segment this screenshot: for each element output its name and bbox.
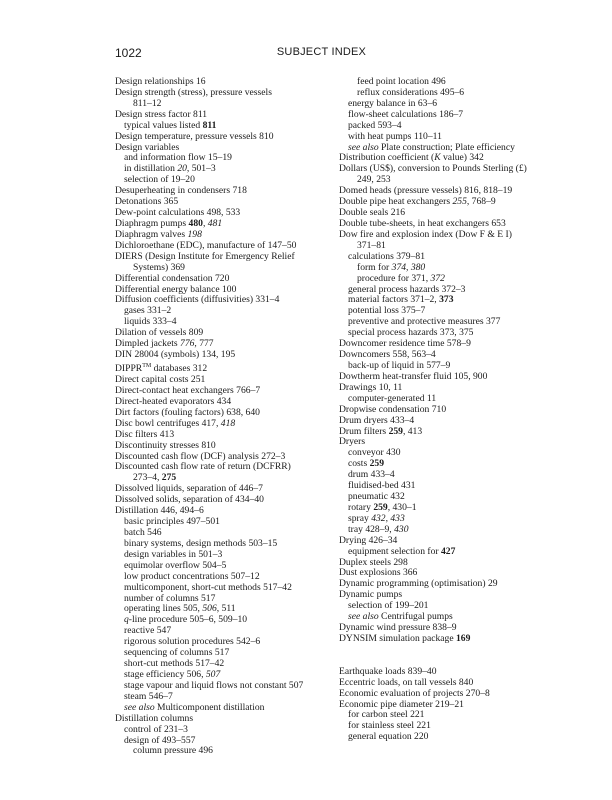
index-text: , 430–1 bbox=[387, 501, 417, 513]
index-text: Discontinuity stresses 810 bbox=[115, 439, 216, 451]
index-text: pneumatic 432 bbox=[348, 491, 405, 503]
index-text: 506 bbox=[202, 603, 217, 615]
index-text: flow-sheet calculations 186–7 bbox=[348, 108, 464, 120]
index-text: 371–81 bbox=[357, 239, 386, 251]
index-text: Drum filters bbox=[339, 425, 389, 437]
index-text: , 768–9 bbox=[466, 196, 496, 208]
index-text: 480 bbox=[188, 217, 203, 229]
index-text: 507 bbox=[205, 668, 221, 680]
page-header bbox=[115, 46, 528, 60]
index-text: Dowtherm heat-transfer fluid 105, 900 bbox=[339, 370, 488, 382]
index-text: tray 428–9, bbox=[348, 523, 395, 535]
index-text: number of columns 517 bbox=[124, 592, 216, 604]
index-text: Dilation of vessels 809 bbox=[115, 327, 204, 339]
index-text: 811 bbox=[202, 119, 217, 131]
index-text: Diaphragm pumps bbox=[115, 217, 189, 229]
page-number: 1022 bbox=[115, 46, 142, 60]
index-text: selection of 199–201 bbox=[348, 600, 429, 612]
index-text: Economic pipe diameter 219–21 bbox=[339, 698, 464, 710]
index-text: Dichloroethane (EDC), manufacture of 147–50 bbox=[115, 239, 297, 251]
index-text: basic principles 497–501 bbox=[124, 516, 220, 528]
index-text: Design stress factor 811 bbox=[115, 108, 208, 120]
index-text: DIN 28004 (symbols) 134, 195 bbox=[115, 349, 236, 361]
index-gap bbox=[339, 645, 549, 656]
index-text: Differential condensation 720 bbox=[115, 272, 230, 284]
index-text: Design relationships 16 bbox=[115, 76, 206, 87]
index-text: 273–4, bbox=[133, 472, 162, 484]
index-text: Domed heads (pressure vessels) 816, 818–19 bbox=[339, 185, 513, 197]
index-text: design variables in 501–3 bbox=[124, 548, 223, 560]
index-entry bbox=[339, 427, 549, 438]
index-text: costs bbox=[348, 458, 370, 470]
index-text: conveyor 430 bbox=[348, 447, 401, 459]
index-text: Dynamic programming (optimisation) 29 bbox=[339, 578, 498, 590]
index-text: energy balance in 63–6 bbox=[348, 97, 438, 109]
index-text: binary systems, design methods 503–15 bbox=[124, 537, 278, 549]
index-text: fluidised-bed 431 bbox=[348, 480, 416, 492]
index-text: Systems) 369 bbox=[133, 261, 185, 273]
index-text: general equation 220 bbox=[348, 731, 429, 743]
index-text: Discounted cash flow (DCF) analysis 272–3 bbox=[115, 450, 286, 462]
index-text: spray bbox=[348, 512, 372, 524]
index-text: Design variables bbox=[115, 141, 180, 153]
index-text: Dropwise condensation 710 bbox=[339, 403, 447, 415]
index-entry bbox=[339, 634, 549, 645]
index-text: control of 231–3 bbox=[124, 723, 188, 735]
index-text: selection of 19–20 bbox=[124, 174, 195, 186]
index-text: 418 bbox=[220, 417, 236, 429]
index-text: 255 bbox=[452, 196, 467, 208]
index-text: DIPPR bbox=[115, 363, 143, 375]
index-text: liquids 333–4 bbox=[124, 316, 177, 328]
index-text: Dew-point calculations 498, 533 bbox=[115, 207, 241, 219]
index-text: Dollars (US$), conversion to Pounds Sterling (£) bbox=[339, 163, 527, 175]
index-text: , 501–3 bbox=[186, 163, 216, 175]
index-text: DYNSIM simulation package bbox=[339, 633, 456, 645]
index-text: Drying 426–34 bbox=[339, 534, 398, 546]
index-text: Dissolved solids, separation of 434–40 bbox=[115, 494, 264, 506]
index-text: form for bbox=[357, 261, 392, 273]
index-text: see also bbox=[348, 141, 379, 153]
index-text: equipment selection for bbox=[348, 545, 441, 557]
index-text: Diffusion coefficients (diffusivities) 331–4 bbox=[115, 294, 280, 306]
index-text: Double tube-sheets, in heat exchangers 653 bbox=[339, 217, 506, 229]
index-text: typical values listed bbox=[124, 119, 203, 131]
index-text: steam 546–7 bbox=[124, 690, 173, 702]
index-text: 259 bbox=[373, 501, 388, 513]
index-text: TM bbox=[142, 362, 152, 369]
index-text: 169 bbox=[455, 633, 471, 645]
index-text: K bbox=[434, 152, 441, 164]
index-text: rigorous solution procedures 542–6 bbox=[124, 636, 261, 648]
index-text: Double pipe heat exchangers bbox=[339, 196, 453, 208]
index-text: 776 bbox=[180, 338, 195, 350]
index-text: Dryers bbox=[339, 436, 366, 448]
index-text: 374, 380 bbox=[391, 261, 426, 273]
index-text: Direct-contact heat exchangers 766–7 bbox=[115, 385, 261, 396]
index-text: back-up of liquid in 577–9 bbox=[348, 359, 451, 371]
index-text: Dow fire and explosion index (Dow F & E I) bbox=[339, 228, 512, 240]
index-text: DIERS (Design Institute for Emergency Relief bbox=[115, 250, 295, 262]
index-text: Dissolved liquids, separation of 446–7 bbox=[115, 483, 263, 495]
index-text: packed 593–4 bbox=[348, 119, 402, 131]
index-text: with heat pumps 110–11 bbox=[348, 130, 442, 142]
index-text: procedure for 371, bbox=[357, 272, 431, 284]
index-text: equimolar overflow 504–5 bbox=[124, 559, 227, 571]
index-text: for carbon steel 221 bbox=[348, 709, 425, 721]
index-text: Dynamic wind pressure 838–9 bbox=[339, 622, 457, 634]
index-text: Design temperature, pressure vessels 810 bbox=[115, 130, 274, 142]
index-text: 427 bbox=[440, 545, 456, 557]
index-text: reactive 547 bbox=[124, 625, 172, 637]
index-text: general process hazards 372–3 bbox=[348, 283, 466, 295]
running-head: SUBJECT INDEX bbox=[276, 46, 367, 58]
index-text: Detonations 365 bbox=[115, 196, 179, 208]
index-text: reflux considerations 495–6 bbox=[357, 86, 465, 98]
index-text: 481 bbox=[207, 217, 223, 229]
index-text: Direct capital costs 251 bbox=[115, 374, 206, 386]
index-column-left bbox=[115, 77, 325, 757]
index-text: Earthquake loads 839–40 bbox=[339, 665, 437, 677]
index-text: Dirt factors (fouling factors) 638, 640 bbox=[115, 406, 260, 418]
index-text: preventive and protective measures 377 bbox=[348, 316, 501, 328]
index-text: special process hazards 373, 375 bbox=[348, 327, 474, 339]
index-text: batch 546 bbox=[124, 526, 162, 538]
index-text: 259 bbox=[369, 458, 384, 470]
index-text: Drawings 10, 11 bbox=[339, 381, 403, 393]
index-text: for stainless steel 221 bbox=[348, 720, 431, 732]
index-text: Disc bowl centrifuges 417, bbox=[115, 417, 221, 429]
index-text: Downcomers 558, 563–4 bbox=[339, 349, 436, 361]
index-text: Dust explosions 366 bbox=[339, 567, 418, 579]
index-text: stage efficiency 506, bbox=[124, 668, 206, 680]
index-text: Downcomer residence time 578–9 bbox=[339, 338, 471, 350]
index-text: Plate construction; Plate efficiency bbox=[378, 141, 515, 153]
index-text: q bbox=[124, 614, 129, 626]
index-text: see also bbox=[348, 611, 379, 623]
index-text: databases 312 bbox=[151, 363, 208, 375]
index-text: sequencing of columns 517 bbox=[124, 647, 230, 659]
index-text: Dimpled jackets bbox=[115, 338, 181, 350]
index-text: Discounted cash flow rate of return (DCFRR) bbox=[115, 461, 291, 473]
index-text: Distribution coefficient ( bbox=[339, 152, 435, 164]
index-column-right bbox=[339, 77, 549, 743]
index-text: potential loss 375–7 bbox=[348, 305, 426, 317]
index-text: Distillation columns bbox=[115, 712, 194, 724]
index-text: calculations 379–81 bbox=[348, 250, 425, 262]
index-text: Centrifugal pumps bbox=[378, 611, 453, 623]
index-text: column pressure 496 bbox=[133, 745, 213, 757]
index-text: material factors 371–2, bbox=[348, 294, 440, 306]
index-text: 20 bbox=[177, 163, 187, 175]
index-text: stage vapour and liquid flows not constant 507 bbox=[124, 679, 304, 691]
index-text: in distillation bbox=[124, 163, 178, 175]
index-text: Eccentric loads, on tall vessels 840 bbox=[339, 676, 474, 688]
index-text: operating lines 505, bbox=[124, 603, 203, 615]
index-text: design of 493–557 bbox=[124, 734, 196, 746]
index-text: , 413 bbox=[402, 425, 423, 437]
index-text: Differential energy balance 100 bbox=[115, 283, 237, 295]
index-text: 259 bbox=[388, 425, 403, 437]
index-text: 373 bbox=[439, 294, 454, 306]
index-text: 432, 433 bbox=[371, 512, 405, 524]
index-subentry bbox=[339, 732, 549, 743]
index-text: drum 433–4 bbox=[348, 469, 395, 481]
index-text: computer-generated 11 bbox=[348, 392, 437, 404]
index-text: 275 bbox=[161, 472, 177, 484]
index-text: Dynamic pumps bbox=[339, 589, 403, 601]
index-text: 430 bbox=[394, 523, 409, 535]
index-text: short-cut methods 517–42 bbox=[124, 658, 225, 670]
index-text: Desuperheating in condensers 718 bbox=[115, 185, 247, 197]
index-text: value) 342 bbox=[440, 152, 484, 164]
index-text: and information flow 15–19 bbox=[124, 152, 232, 164]
index-text: rotary bbox=[348, 501, 374, 513]
index-text: Disc filters 413 bbox=[115, 428, 175, 440]
index-text: Economic evaluation of projects 270–8 bbox=[339, 687, 490, 699]
index-text: feed point location 496 bbox=[357, 76, 446, 87]
index-text: Multicomponent distillation bbox=[154, 701, 265, 713]
index-subentry bbox=[115, 746, 325, 757]
index-text: , bbox=[202, 217, 208, 229]
index-text: Direct-heated evaporators 434 bbox=[115, 395, 232, 407]
index-text: 249, 253 bbox=[357, 174, 391, 186]
index-text: 372 bbox=[430, 272, 445, 284]
index-text: -line procedure 505–6, 509–10 bbox=[128, 614, 248, 626]
index-text: low product concentrations 507–12 bbox=[124, 570, 260, 582]
index-text: Distillation 446, 494–6 bbox=[115, 505, 204, 517]
index-text: Double seals 216 bbox=[339, 207, 406, 219]
index-text: , 511 bbox=[216, 603, 236, 615]
index-entry bbox=[115, 361, 325, 375]
index-text: Design strength (stress), pressure vessels bbox=[115, 86, 272, 98]
index-text: Diaphragm valves bbox=[115, 228, 188, 240]
index-text: Duplex steels 298 bbox=[339, 556, 408, 568]
index-text: multicomponent, short-cut methods 517–42 bbox=[124, 581, 292, 593]
index-text: 198 bbox=[187, 228, 202, 240]
index-text: , 777 bbox=[194, 338, 214, 350]
index-text: 811–12 bbox=[133, 97, 162, 109]
index-text: see also bbox=[124, 701, 155, 713]
index-text: gases 331–2 bbox=[124, 305, 172, 317]
index-text: Drum dryers 433–4 bbox=[339, 414, 415, 426]
index-entry bbox=[115, 350, 325, 361]
